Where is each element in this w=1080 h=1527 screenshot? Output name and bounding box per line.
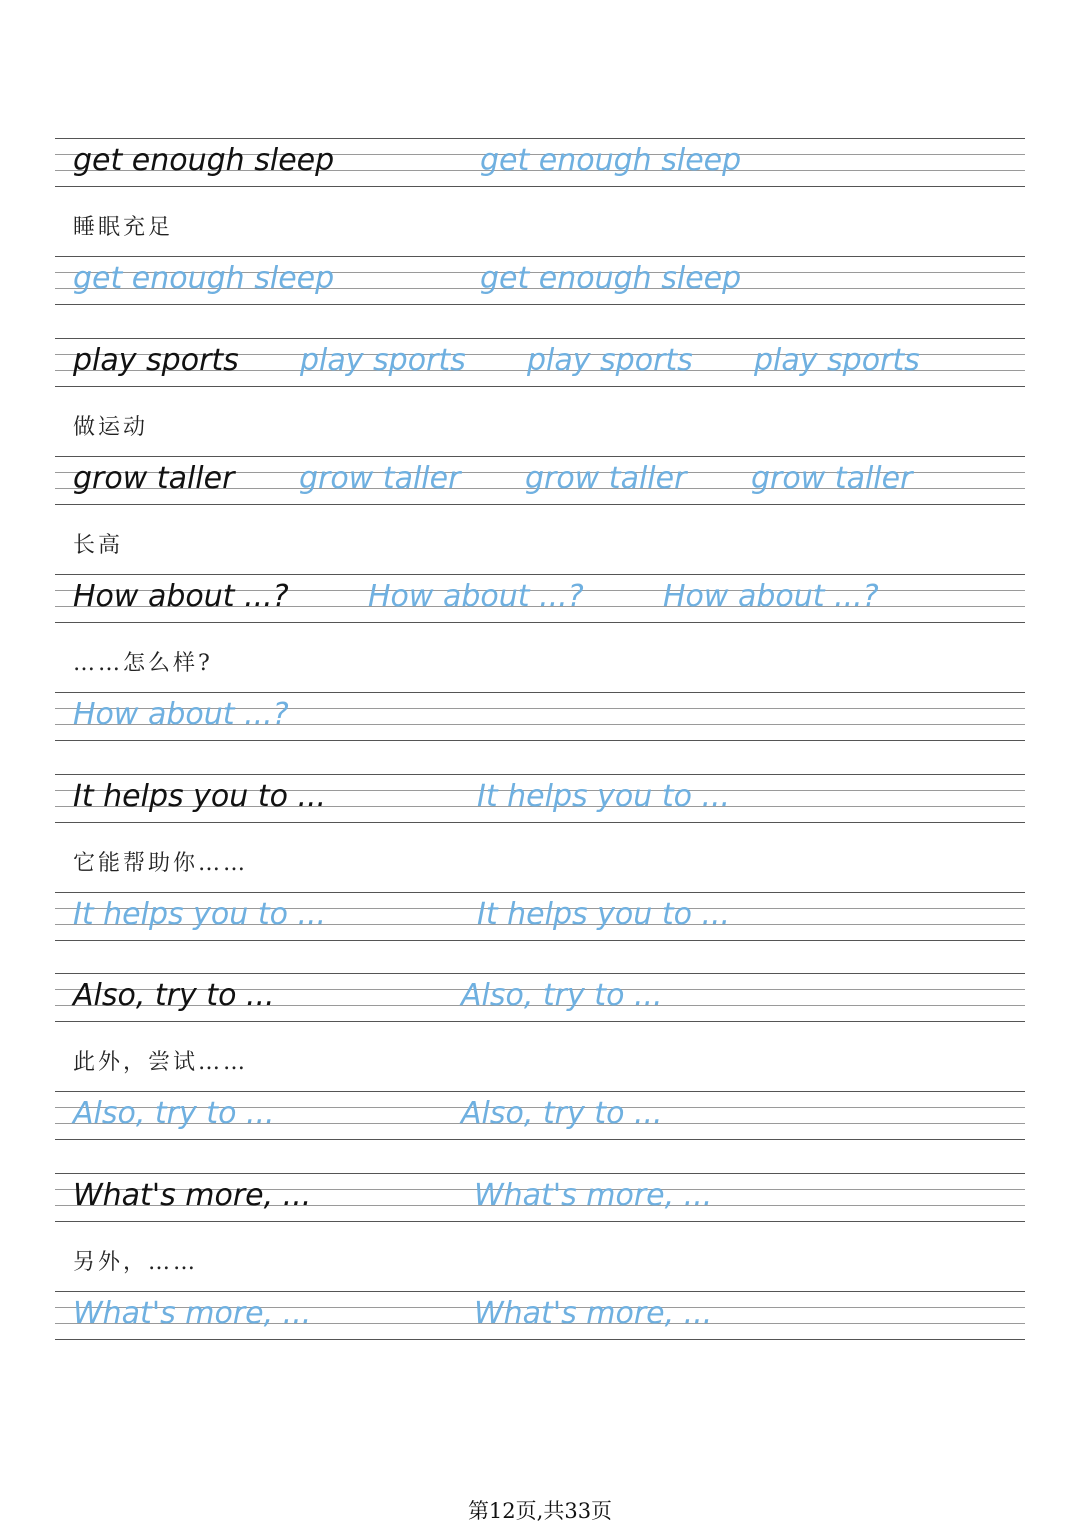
page-footer: 第12页,共33页 [467, 1499, 613, 1523]
phrase-trace: play sports [300, 343, 466, 378]
phrase-trace: It helps you to ... [73, 897, 327, 932]
phrase-trace: get enough sleep [480, 261, 742, 296]
chinese-translation: 它能帮助你…… [73, 851, 249, 876]
writing-line [55, 138, 1025, 186]
phrase-trace: grow taller [751, 461, 913, 496]
chinese-translation: 长高 [73, 533, 124, 558]
chinese-translation: 睡眠充足 [73, 215, 174, 240]
phrase-trace: play sports [754, 343, 920, 378]
writing-line [55, 892, 1025, 940]
phrase-trace: get enough sleep [73, 261, 335, 296]
phrase-trace: What's more, ... [474, 1178, 713, 1213]
phrase-model: grow taller [73, 461, 235, 496]
phrase-model: How about ...? [73, 579, 289, 614]
writing-line [55, 1291, 1025, 1339]
phrase-model: What's more, ... [73, 1178, 312, 1213]
writing-line [55, 338, 1025, 386]
writing-line [55, 456, 1025, 504]
phrase-trace: grow taller [525, 461, 687, 496]
phrase-trace: It helps you to ... [477, 897, 731, 932]
phrase-trace: play sports [527, 343, 693, 378]
phrase-model: Also, try to ... [73, 978, 275, 1013]
phrase-trace: It helps you to ... [477, 779, 731, 814]
phrase-model: play sports [73, 343, 239, 378]
writing-line [55, 692, 1025, 740]
phrase-model: get enough sleep [73, 143, 335, 178]
writing-line [55, 574, 1025, 622]
phrase-trace: Also, try to ... [461, 978, 663, 1013]
chinese-translation: ……怎么样? [73, 651, 213, 676]
chinese-translation: 另外，…… [73, 1250, 199, 1275]
phrase-trace: How about ...? [663, 579, 879, 614]
writing-line [55, 256, 1025, 304]
phrase-trace: grow taller [299, 461, 461, 496]
phrase-trace: How about ...? [73, 697, 289, 732]
chinese-translation: 此外，尝试…… [73, 1050, 249, 1075]
phrase-trace: How about ...? [368, 579, 584, 614]
writing-line [55, 774, 1025, 822]
writing-line [55, 973, 1025, 1021]
phrase-model: It helps you to ... [73, 779, 327, 814]
phrase-trace: What's more, ... [474, 1296, 713, 1331]
writing-line [55, 1173, 1025, 1221]
chinese-translation: 做运动 [73, 415, 149, 440]
phrase-trace: Also, try to ... [73, 1096, 275, 1131]
writing-line [55, 1091, 1025, 1139]
phrase-trace: get enough sleep [480, 143, 742, 178]
phrase-trace: Also, try to ... [461, 1096, 663, 1131]
phrase-trace: What's more, ... [73, 1296, 312, 1331]
